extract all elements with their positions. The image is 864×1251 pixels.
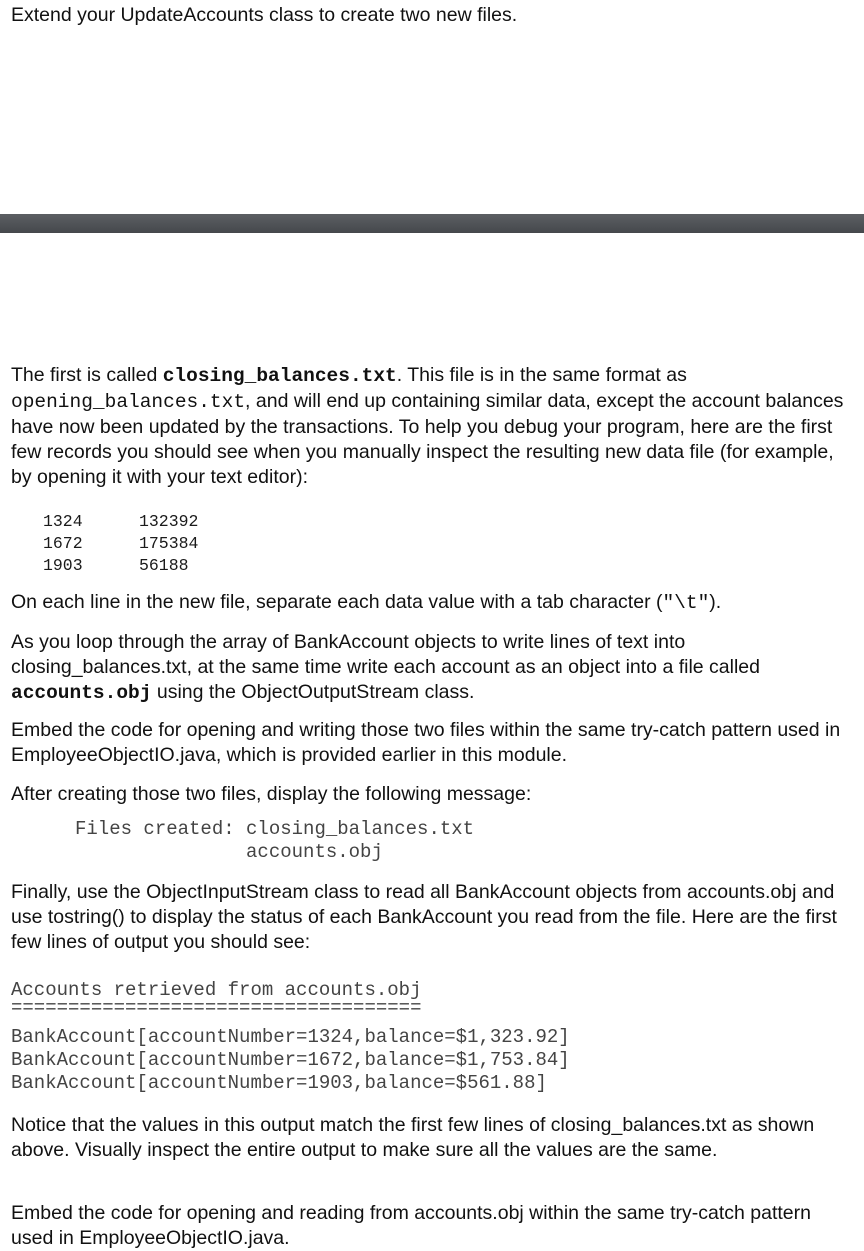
filename-closing-balances: closing_balances.txt bbox=[162, 365, 397, 387]
paragraph-embed-write: Embed the code for opening and writing those two files within the same try-catch pattern used in EmployeeObjectIO.java, which is provided earlier in this module. bbox=[11, 719, 841, 766]
paragraph-tab-separator bbox=[11, 590, 856, 616]
text-segment: . This file is in the same format as bbox=[396, 364, 687, 386]
text-segment: As you loop through the array of BankAccount objects to write lines of text into closing_balances.txt, at the same time write each account as an object into a file called bbox=[11, 631, 760, 678]
paragraph-object-output bbox=[11, 630, 856, 706]
record-account: 1324 bbox=[43, 512, 83, 531]
paragraph-notice: Notice that the values in this output match the first few lines of closing_balances.txt as shown above. Visually inspect the entire output to make sure all the values are the same. bbox=[11, 1114, 815, 1161]
code-line: BankAccount[accountNumber=1324,balance=$1,323.92] bbox=[11, 1026, 570, 1048]
paragraph-embed-read: Embed the code for opening and reading from accounts.obj within the same try-catch pattern used in EmployeeObjectIO.java. bbox=[11, 1202, 811, 1249]
text-segment: On each line in the new file, separate each data value with a tab character ( bbox=[11, 591, 663, 613]
text-segment: , and will end up containing similar data, except the account balances have now been updated by the transactions. To help you debug your program, here are the first few records you should see when you manually inspect the resulting new data file (for example, by opening it with your text editor): bbox=[11, 390, 844, 488]
record-account: 1672 bbox=[43, 534, 83, 553]
record-account: 1903 bbox=[43, 556, 83, 575]
record-balance: 56188 bbox=[139, 556, 189, 575]
section-divider bbox=[0, 214, 864, 233]
code-line: Accounts retrieved from accounts.obj bbox=[11, 979, 422, 1001]
filename-accounts-obj: accounts.obj bbox=[11, 682, 152, 704]
code-line: Files created: closing_balances.txt bbox=[75, 818, 475, 840]
paragraph-object-input: Finally, use the ObjectInputStream class to read all BankAccount objects from accounts.obj and use tostring() to display the status of each BankAccount you read from the file. Here are the first few lines of output you should see: bbox=[11, 881, 837, 953]
code-line: accounts.obj bbox=[75, 841, 383, 863]
filename-opening-balances: opening_balances.txt bbox=[11, 391, 246, 413]
text-segment: The first is called bbox=[11, 364, 163, 386]
paragraph-display-message: After creating those two files, display the following message: bbox=[11, 783, 532, 805]
code-line: BankAccount[accountNumber=1672,balance=$1,753.84] bbox=[11, 1049, 570, 1071]
intro-text: Extend your UpdateAccounts class to create two new files. bbox=[11, 4, 518, 26]
record-balance: 175384 bbox=[139, 534, 199, 553]
text-segment: ). bbox=[709, 591, 722, 613]
text-segment: using the ObjectOutputStream class. bbox=[151, 681, 475, 703]
code-separator: ==================================== bbox=[11, 1003, 422, 1017]
paragraph-closing-balances bbox=[11, 363, 856, 490]
record-balance: 132392 bbox=[139, 512, 199, 531]
tab-character-code: "\t" bbox=[662, 592, 710, 614]
code-line: BankAccount[accountNumber=1903,balance=$561.88] bbox=[11, 1072, 547, 1094]
